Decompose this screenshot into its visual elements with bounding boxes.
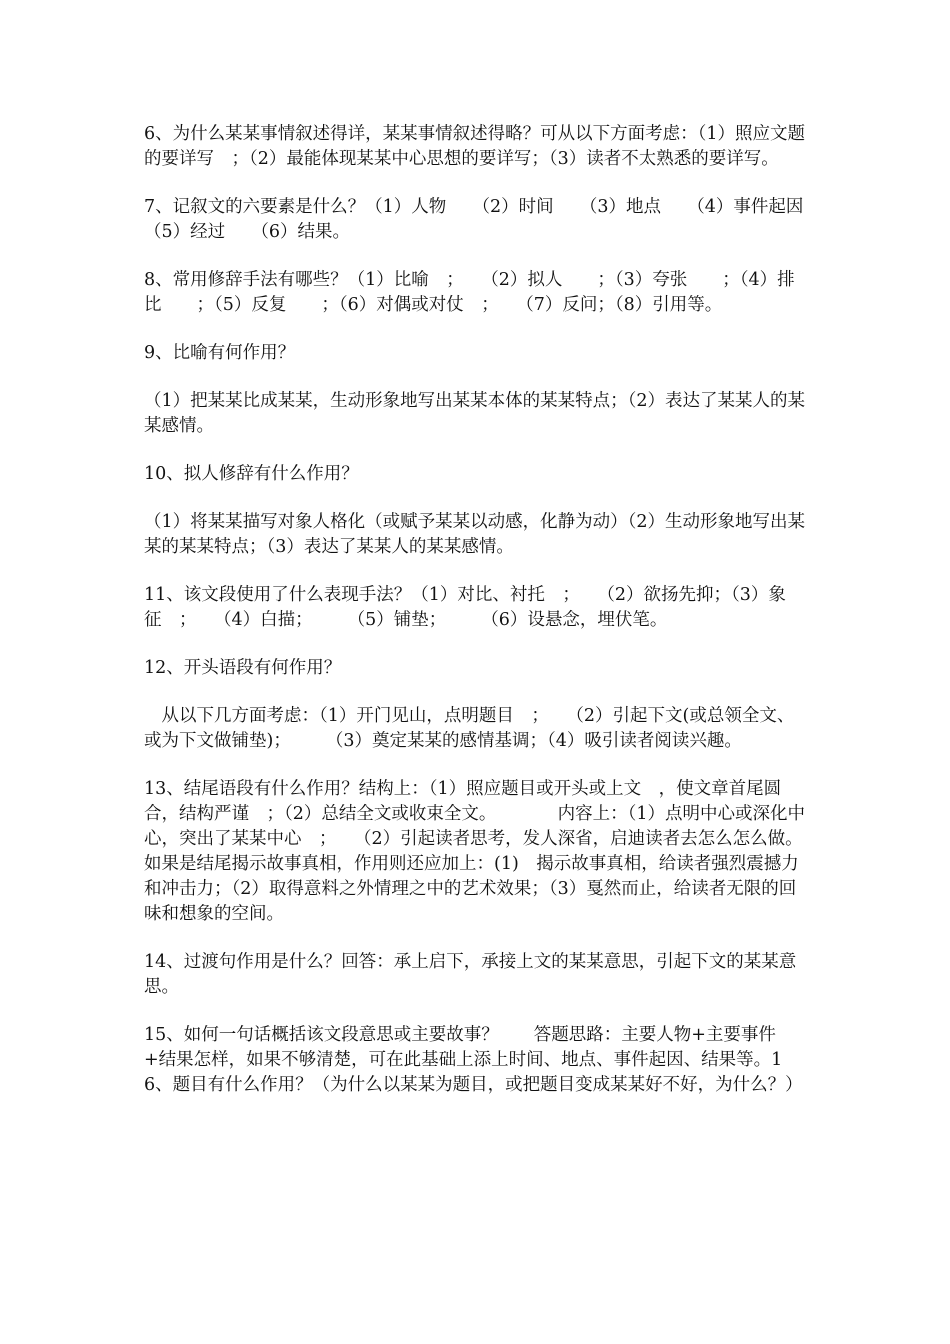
paragraph-q11: 11、该文段使用了什么表现手法？（1）对比、衬托 ； （2）欲扬先抑；（3）象征 ； （4）白描； （5）铺垫； （6）设悬念，埋伏笔。 [144,585,786,630]
paragraph-q6: 6、为什么某某事情叙述得详，某某事情叙述得略？可从以下方面考虑：（1）照应文题的要详写 ；（2）最能体现某某中心思想的要详写；（3）读者不太熟悉的要详写。 [144,124,806,169]
paragraph-q9: 9、比喻有何作用？ [144,343,296,363]
paragraph-q10: 10、拟人修辞有什么作用？ [144,464,359,484]
paragraph-q12-answer: 从以下几方面考虑：（1）开门见山，点明题目 ； （2）引起下文(或总领全文、或为下文做铺垫)； （3）奠定某某的感情基调；（4）吸引读者阅读兴趣。 [144,706,795,751]
paragraph-q13: 13、结尾语段有什么作用？结构上：（1）照应题目或开头或上文 ，使文章首尾圆合，结构严谨 ；（2）总结全文或收束全文。 内容上：（1）点明中心或深化中心，突出了某某中心 ； （2）引起读者思考，发人深省，启迪读者去怎么怎么做。 如果是结尾揭示故事真相，作用则还应加上：(1) 揭示故事真相，给读者强烈震撼力和冲击力；（2）取得意料之外情理之中的艺术效果；（3）戛然而止，给读者无限的回味和想象的空间。 [144,779,812,924]
paragraph-q8: 8、常用修辞手法有哪些？（1）比喻 ； （2）拟人 ；（3）夸张 ；（4）排比 ；（5）反复 ；（6）对偶或对仗 ； （7）反问；（8）引用等。 [144,270,795,315]
paragraph-q12: 12、开头语段有何作用？ [144,658,342,678]
paragraph-q7: 7、记叙文的六要素是什么？（1）人物 （2）时间 （3）地点 （4）事件起因 （5）经过 （6）结果。 [144,197,839,242]
paragraph-q14: 14、过渡句作用是什么？回答：承上启下，承接上文的某某意思，引起下文的某某意思。 [144,952,797,997]
paragraph-q9-answer: （1）把某某比成某某，生动形象地写出某某本体的某某特点；（2）表达了某某人的某某感情。 [144,391,806,436]
document-page [144,122,839,1121]
paragraph-q10-answer: （1）将某某描写对象人格化（或赋予某某以动感，化静为动）（2）生动形象地写出某某的某某特点；（3）表达了某某人的某某感情。 [144,512,806,557]
paragraph-q15-q16: 15、如何一句话概括该文段意思或主要故事？ 答题思路：主要人物+主要事件 +结果怎样，如果不够清楚，可在此基础上添上时间、地点、事件起因、结果等。16、题目有什么作用？（为什么以某某为题目，或把题目变成某某好不好，为什么？） [144,1025,803,1095]
